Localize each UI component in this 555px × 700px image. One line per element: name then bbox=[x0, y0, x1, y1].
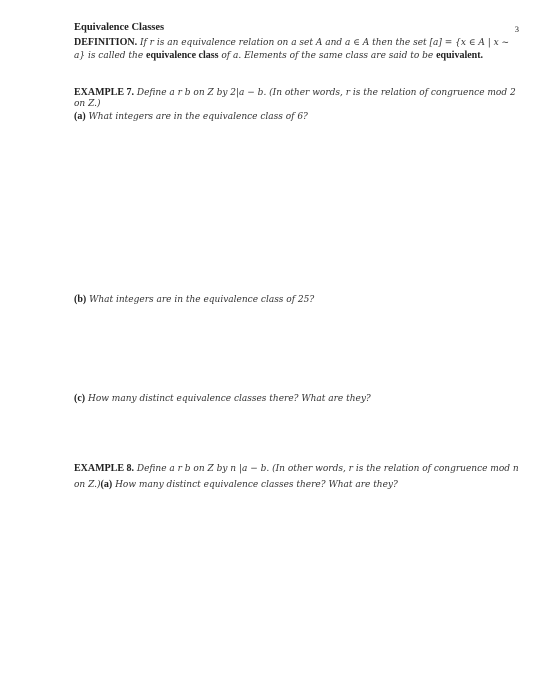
definition-term: equivalence class bbox=[146, 49, 219, 61]
part-a-label: (a) bbox=[74, 111, 86, 122]
definition-term-2: equivalent. bbox=[436, 49, 484, 61]
example-8-statement bbox=[74, 461, 519, 493]
example-7-statement bbox=[74, 87, 524, 110]
part-c-label: (c) bbox=[74, 393, 86, 404]
part-b-text: What integers are in the equivalence class of 25? bbox=[86, 295, 315, 305]
example-7-part-c bbox=[74, 393, 524, 405]
page-number: 3 bbox=[514, 24, 519, 34]
example-8-part-a-text: How many distinct equivalence classes there? What are they? bbox=[112, 480, 398, 490]
definition-text-1: If r is an equivalence relation on a set A and a ∈ A then the set [a] = {x ∈ A | x ~ a} is called the bbox=[74, 38, 510, 61]
example-8-text: Define a r b on Z by n |a − b. (In other words, r is the relation of congruence mod n on Z.) bbox=[74, 464, 519, 490]
definition-label: DEFINITION. bbox=[74, 37, 138, 48]
example-7-text: Define a r b on Z by 2|a − b. (In other words, r is the relation of congruence mod 2 on Z.) bbox=[74, 88, 516, 109]
part-b-label: (b) bbox=[74, 294, 87, 305]
example-7-part-a bbox=[74, 111, 524, 123]
example-7-label: EXAMPLE 7. bbox=[74, 87, 134, 98]
definition-paragraph bbox=[74, 37, 516, 62]
example-7-part-b bbox=[74, 294, 524, 306]
example-8-label: EXAMPLE 8. bbox=[74, 463, 134, 474]
section-title: Equivalence Classes bbox=[74, 22, 165, 33]
definition-text-2: of a. Elements of the same class are said to be bbox=[218, 50, 437, 61]
part-a-text: What integers are in the equivalence class of 6? bbox=[85, 112, 308, 122]
example-8-part-a-label: (a) bbox=[100, 479, 113, 490]
part-c-text: How many distinct equivalence classes there? What are they? bbox=[85, 394, 371, 404]
